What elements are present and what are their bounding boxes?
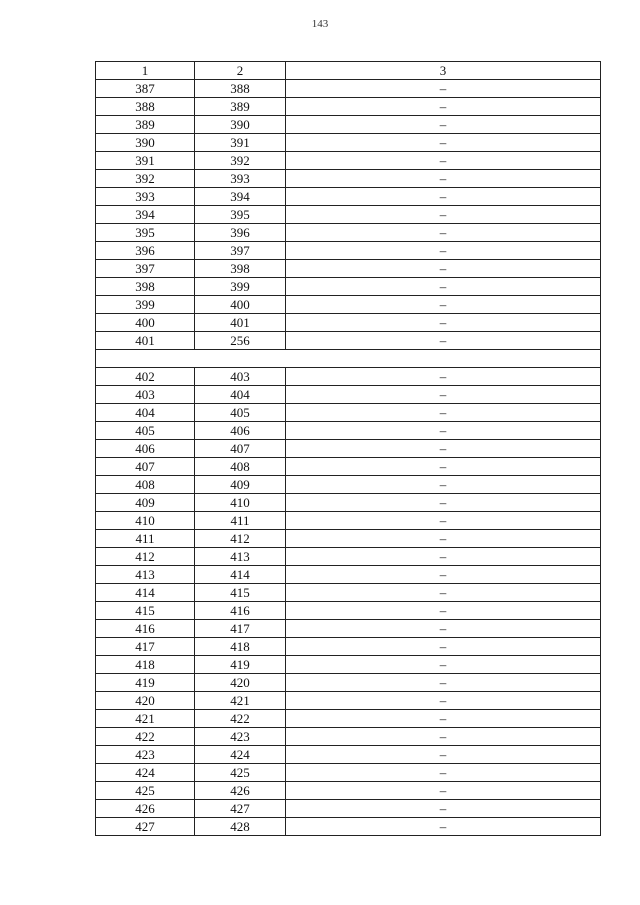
table-row	[96, 620, 601, 638]
table-cell-col-1: 402	[96, 368, 195, 386]
data-table	[95, 61, 601, 836]
table-cell-col-3: –	[286, 656, 601, 674]
table-cell-col-2: 416	[195, 602, 286, 620]
table-cell-col-1: 395	[96, 224, 195, 242]
table-cell-col-2: 398	[195, 260, 286, 278]
table-row	[96, 314, 601, 332]
table-cell-col-2: 424	[195, 746, 286, 764]
table-row	[96, 98, 601, 116]
table-cell-col-3: –	[286, 458, 601, 476]
table-cell-col-3: –	[286, 440, 601, 458]
table-cell-col-3: –	[286, 638, 601, 656]
table-cell-col-1: 394	[96, 206, 195, 224]
table-cell-col-1: 412	[96, 548, 195, 566]
table-row	[96, 638, 601, 656]
table-row	[96, 170, 601, 188]
table-cell-col-1: 416	[96, 620, 195, 638]
table-cell-col-2: 400	[195, 296, 286, 314]
table-cell-col-2: 419	[195, 656, 286, 674]
table-row	[96, 440, 601, 458]
group-separator	[96, 350, 601, 368]
table-cell-col-1: 413	[96, 566, 195, 584]
table-row	[96, 674, 601, 692]
table-cell-col-2: 418	[195, 638, 286, 656]
table-cell-col-3: –	[286, 80, 601, 98]
table-body-group-b	[96, 368, 601, 836]
table-cell-col-3: –	[286, 512, 601, 530]
table-cell-col-1: 406	[96, 440, 195, 458]
table-cell-col-1: 411	[96, 530, 195, 548]
table-cell-col-3: –	[286, 728, 601, 746]
table-row	[96, 530, 601, 548]
header-row	[96, 62, 601, 80]
separator-row	[96, 350, 601, 368]
table-cell-col-1: 415	[96, 602, 195, 620]
table-cell-col-3: –	[286, 98, 601, 116]
table-cell-col-2: 425	[195, 764, 286, 782]
table-row	[96, 386, 601, 404]
table-cell-col-3: –	[286, 674, 601, 692]
table-cell-col-2: 396	[195, 224, 286, 242]
table-cell-col-1: 404	[96, 404, 195, 422]
table-cell-col-1: 403	[96, 386, 195, 404]
table-cell-col-2: 406	[195, 422, 286, 440]
table-cell-col-3: –	[286, 224, 601, 242]
table-cell-col-3: –	[286, 386, 601, 404]
table-cell-col-1: 390	[96, 134, 195, 152]
table-cell-col-2: 403	[195, 368, 286, 386]
table-cell-col-3: –	[286, 296, 601, 314]
table-cell-col-1: 408	[96, 476, 195, 494]
table-cell-col-1: 405	[96, 422, 195, 440]
table-cell-col-3: –	[286, 584, 601, 602]
table-cell-col-1: 389	[96, 116, 195, 134]
table-cell-col-1: 427	[96, 818, 195, 836]
table-row	[96, 404, 601, 422]
table-cell-col-3: –	[286, 170, 601, 188]
table-row	[96, 80, 601, 98]
table-row	[96, 242, 601, 260]
table-cell-col-1: 425	[96, 782, 195, 800]
table-cell-col-2: 426	[195, 782, 286, 800]
table-cell-col-1: 421	[96, 710, 195, 728]
table-row	[96, 278, 601, 296]
table-cell-col-2: 422	[195, 710, 286, 728]
table-row	[96, 512, 601, 530]
table-cell-col-1: 399	[96, 296, 195, 314]
table-cell-col-2: 397	[195, 242, 286, 260]
table-row	[96, 296, 601, 314]
table-cell-col-3: –	[286, 710, 601, 728]
separator-cell	[96, 350, 601, 368]
table-row	[96, 782, 601, 800]
table-cell-col-3: –	[286, 566, 601, 584]
table-cell-col-1: 423	[96, 746, 195, 764]
table-cell-col-1: 426	[96, 800, 195, 818]
table-cell-col-1: 422	[96, 728, 195, 746]
table-cell-col-1: 392	[96, 170, 195, 188]
table-cell-col-3: –	[286, 368, 601, 386]
table-cell-col-2: 428	[195, 818, 286, 836]
column-header-2: 2	[195, 62, 286, 80]
table-cell-col-2: 417	[195, 620, 286, 638]
table-cell-col-2: 423	[195, 728, 286, 746]
table-cell-col-1: 419	[96, 674, 195, 692]
table-row	[96, 134, 601, 152]
table-row	[96, 206, 601, 224]
table-row	[96, 710, 601, 728]
table-cell-col-2: 256	[195, 332, 286, 350]
table-row	[96, 368, 601, 386]
table-row	[96, 746, 601, 764]
table-body-group-a	[96, 80, 601, 350]
table-cell-col-2: 421	[195, 692, 286, 710]
table-cell-col-2: 427	[195, 800, 286, 818]
table-cell-col-3: –	[286, 782, 601, 800]
table-cell-col-1: 410	[96, 512, 195, 530]
table-cell-col-3: –	[286, 422, 601, 440]
table-row	[96, 458, 601, 476]
table-cell-col-1: 417	[96, 638, 195, 656]
table-row	[96, 152, 601, 170]
table-cell-col-3: –	[286, 764, 601, 782]
table-cell-col-3: –	[286, 746, 601, 764]
table-row	[96, 566, 601, 584]
table-cell-col-1: 397	[96, 260, 195, 278]
table-cell-col-3: –	[286, 206, 601, 224]
table-cell-col-2: 409	[195, 476, 286, 494]
table-cell-col-3: –	[286, 134, 601, 152]
table-cell-col-3: –	[286, 314, 601, 332]
table-cell-col-2: 412	[195, 530, 286, 548]
table-cell-col-1: 401	[96, 332, 195, 350]
table-cell-col-2: 394	[195, 188, 286, 206]
table-cell-col-2: 405	[195, 404, 286, 422]
table-cell-col-1: 387	[96, 80, 195, 98]
table-cell-col-2: 413	[195, 548, 286, 566]
table-cell-col-2: 414	[195, 566, 286, 584]
table-cell-col-3: –	[286, 404, 601, 422]
table-cell-col-3: –	[286, 116, 601, 134]
table-row	[96, 332, 601, 350]
table-cell-col-1: 400	[96, 314, 195, 332]
table-row	[96, 692, 601, 710]
table-cell-col-2: 401	[195, 314, 286, 332]
table-cell-col-2: 404	[195, 386, 286, 404]
table-cell-col-1: 420	[96, 692, 195, 710]
table-row	[96, 476, 601, 494]
table-cell-col-3: –	[286, 620, 601, 638]
table-cell-col-1: 424	[96, 764, 195, 782]
table-row	[96, 584, 601, 602]
table-cell-col-1: 391	[96, 152, 195, 170]
table-cell-col-2: 420	[195, 674, 286, 692]
table-cell-col-3: –	[286, 152, 601, 170]
table-row	[96, 800, 601, 818]
table-row	[96, 188, 601, 206]
table-cell-col-3: –	[286, 494, 601, 512]
table-row	[96, 656, 601, 674]
table-cell-col-2: 393	[195, 170, 286, 188]
table-cell-col-3: –	[286, 602, 601, 620]
table-cell-col-1: 388	[96, 98, 195, 116]
table-cell-col-3: –	[286, 548, 601, 566]
table-cell-col-2: 389	[195, 98, 286, 116]
table-row	[96, 260, 601, 278]
table-cell-col-1: 407	[96, 458, 195, 476]
table-cell-col-2: 415	[195, 584, 286, 602]
table-cell-col-2: 411	[195, 512, 286, 530]
table-cell-col-3: –	[286, 818, 601, 836]
table-cell-col-1: 414	[96, 584, 195, 602]
table-cell-col-3: –	[286, 800, 601, 818]
table-row	[96, 602, 601, 620]
table-cell-col-3: –	[286, 476, 601, 494]
table-cell-col-2: 399	[195, 278, 286, 296]
table-cell-col-3: –	[286, 188, 601, 206]
table-cell-col-3: –	[286, 242, 601, 260]
table-cell-col-2: 407	[195, 440, 286, 458]
table-row	[96, 494, 601, 512]
table-row	[96, 422, 601, 440]
table-cell-col-1: 396	[96, 242, 195, 260]
table-row	[96, 116, 601, 134]
table-cell-col-2: 388	[195, 80, 286, 98]
table-cell-col-3: –	[286, 278, 601, 296]
table-row	[96, 818, 601, 836]
table-cell-col-2: 391	[195, 134, 286, 152]
column-header-3: 3	[286, 62, 601, 80]
table-row	[96, 764, 601, 782]
table-cell-col-2: 395	[195, 206, 286, 224]
table-cell-col-3: –	[286, 692, 601, 710]
table-cell-col-3: –	[286, 332, 601, 350]
table-row	[96, 548, 601, 566]
table-cell-col-2: 408	[195, 458, 286, 476]
table-row	[96, 728, 601, 746]
page-number: 143	[311, 18, 329, 30]
table-cell-col-1: 418	[96, 656, 195, 674]
table-row	[96, 224, 601, 242]
table-cell-col-3: –	[286, 530, 601, 548]
table-cell-col-1: 398	[96, 278, 195, 296]
table-cell-col-1: 409	[96, 494, 195, 512]
table-cell-col-1: 393	[96, 188, 195, 206]
column-header-1: 1	[96, 62, 195, 80]
table-cell-col-3: –	[286, 260, 601, 278]
table-cell-col-2: 392	[195, 152, 286, 170]
table-cell-col-2: 390	[195, 116, 286, 134]
table-cell-col-2: 410	[195, 494, 286, 512]
